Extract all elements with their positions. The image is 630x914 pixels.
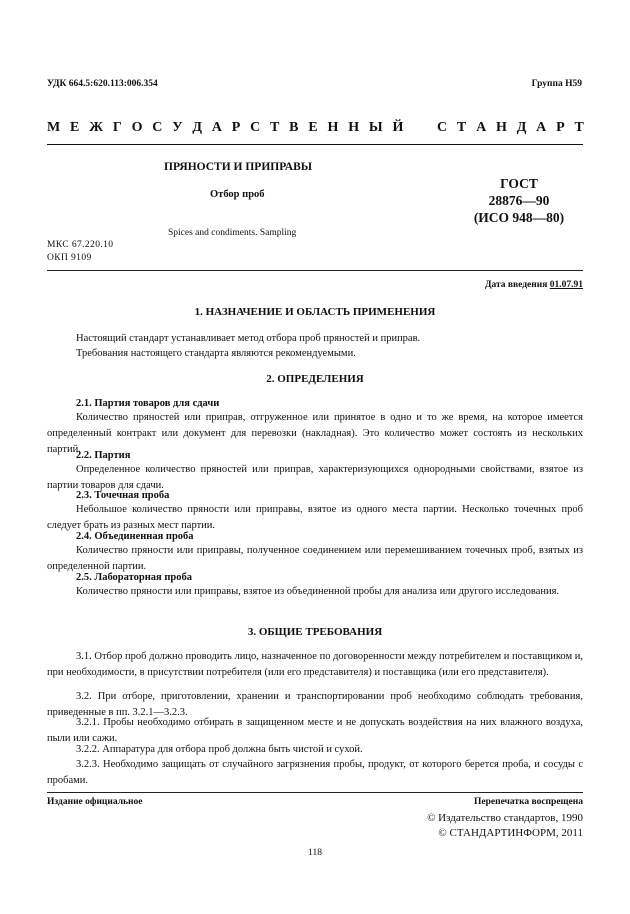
standard-type: М Е Ж Г О С У Д А Р С Т В Е Н Н Ы Й С Т А Н Д А Р Т (47, 120, 584, 135)
requirement-3-2-3: 3.2.3. Необходимо защищать от случайного загрязнения пробы, продукт, от которого берется проба, и сосуды с пробами. (47, 759, 583, 786)
section-2-heading: 2. ОПРЕДЕЛЕНИЯ (266, 373, 364, 385)
english-title: Spices and condiments. Sampling (168, 228, 297, 238)
footer-divider (47, 792, 583, 793)
section-1-heading: 1. НАЗНАЧЕНИЕ И ОБЛАСТЬ ПРИМЕНЕНИЯ (194, 306, 436, 318)
definition-2-4-text: Количество пряности или приправы, полученное соединением или перемешиванием точечных проб, взятых из определенной партии. (47, 545, 583, 572)
copyright-2011: © СТАНДАРТИНФОРМ, 2011 (438, 827, 583, 839)
group-code: Группа Н59 (531, 79, 582, 89)
requirement-3-1: 3.1. Отбор проб должно проводить лицо, назначенное по договоренности между потребителем и поставщиком и, при необходимости, в присутствии потребителя (или его представителя) и поставщика (или его представителя). (47, 651, 583, 678)
definition-2-5-text: Количество пряности или приправы, взятое из объединенной пробы для анализа или другого исследования. (76, 586, 560, 597)
header-divider (47, 144, 583, 145)
mks-code: МКС 67.220.10 (47, 240, 114, 250)
reprint-note: Перепечатка воспрещена (473, 797, 583, 807)
copyright-1990: © Издательство стандартов, 1990 (427, 812, 583, 824)
intro-date: Дата введения 01.07.91 (484, 280, 583, 290)
udk-code: УДК 664.5:620.113:006.354 (47, 79, 158, 89)
definition-2-1-text: Количество пряностей или приправ, отгруженное или принятое в одно и то же время, на которое имеется определенный контракт или документ для перевозки (накладная). Это количество может состоять из нескольких партий. (47, 412, 583, 455)
requirement-3-2: 3.2. При отборе, приготовлении, хранении и транспортировании проб необходимо соблюдать требования, приведенные в пп. 3.2.1—3.2.3. (47, 691, 583, 718)
definition-2-2-text: Определенное количество пряностей или приправ, характеризующихся однородными свойствами, взятое из партии товаров для сдачи. (47, 464, 583, 491)
definition-2-5-heading: 2.5. Лабораторная проба (76, 572, 192, 583)
iso-number: (ИСО 948—80) (473, 210, 565, 225)
gost-number: 28876—90 (488, 193, 550, 208)
edition-note: Издание официальное (47, 797, 143, 807)
document-title: ПРЯНОСТИ И ПРИПРАВЫ (164, 161, 313, 173)
requirement-3-2-2: 3.2.2. Аппаратура для отбора проб должна быть чистой и сухой. (76, 744, 363, 755)
section-1-para-1: Настоящий стандарт устанавливает метод отбора проб пряностей и приправ. (76, 333, 421, 344)
gost-label: ГОСТ (500, 176, 538, 191)
document-subtitle: Отбор проб (210, 189, 265, 200)
definition-2-2-heading: 2.2. Партия (76, 450, 131, 461)
requirement-3-2-1: 3.2.1. Пробы необходимо отбирать в защищенном месте и не допускать воздействия на них влажного воздуха, пыли или сажи. (47, 717, 583, 744)
definition-2-1-heading: 2.1. Партия товаров для сдачи (76, 398, 220, 409)
okp-code: ОКП 9109 (47, 253, 92, 263)
definition-2-3-heading: 2.3. Точечная проба (76, 490, 170, 501)
definition-2-4-heading: 2.4. Объединенная проба (76, 531, 194, 542)
section-1-para-2: Требования настоящего стандарта являются рекомендуемыми. (76, 348, 356, 359)
section-3-heading: 3. ОБЩИЕ ТРЕБОВАНИЯ (247, 626, 383, 638)
title-divider (47, 270, 583, 271)
page-number: 118 (308, 848, 322, 858)
definition-2-3-text: Небольшое количество пряности или приправы, взятое из одного места партии. Несколько точечных проб следует брать из разных мест партии. (47, 504, 583, 531)
